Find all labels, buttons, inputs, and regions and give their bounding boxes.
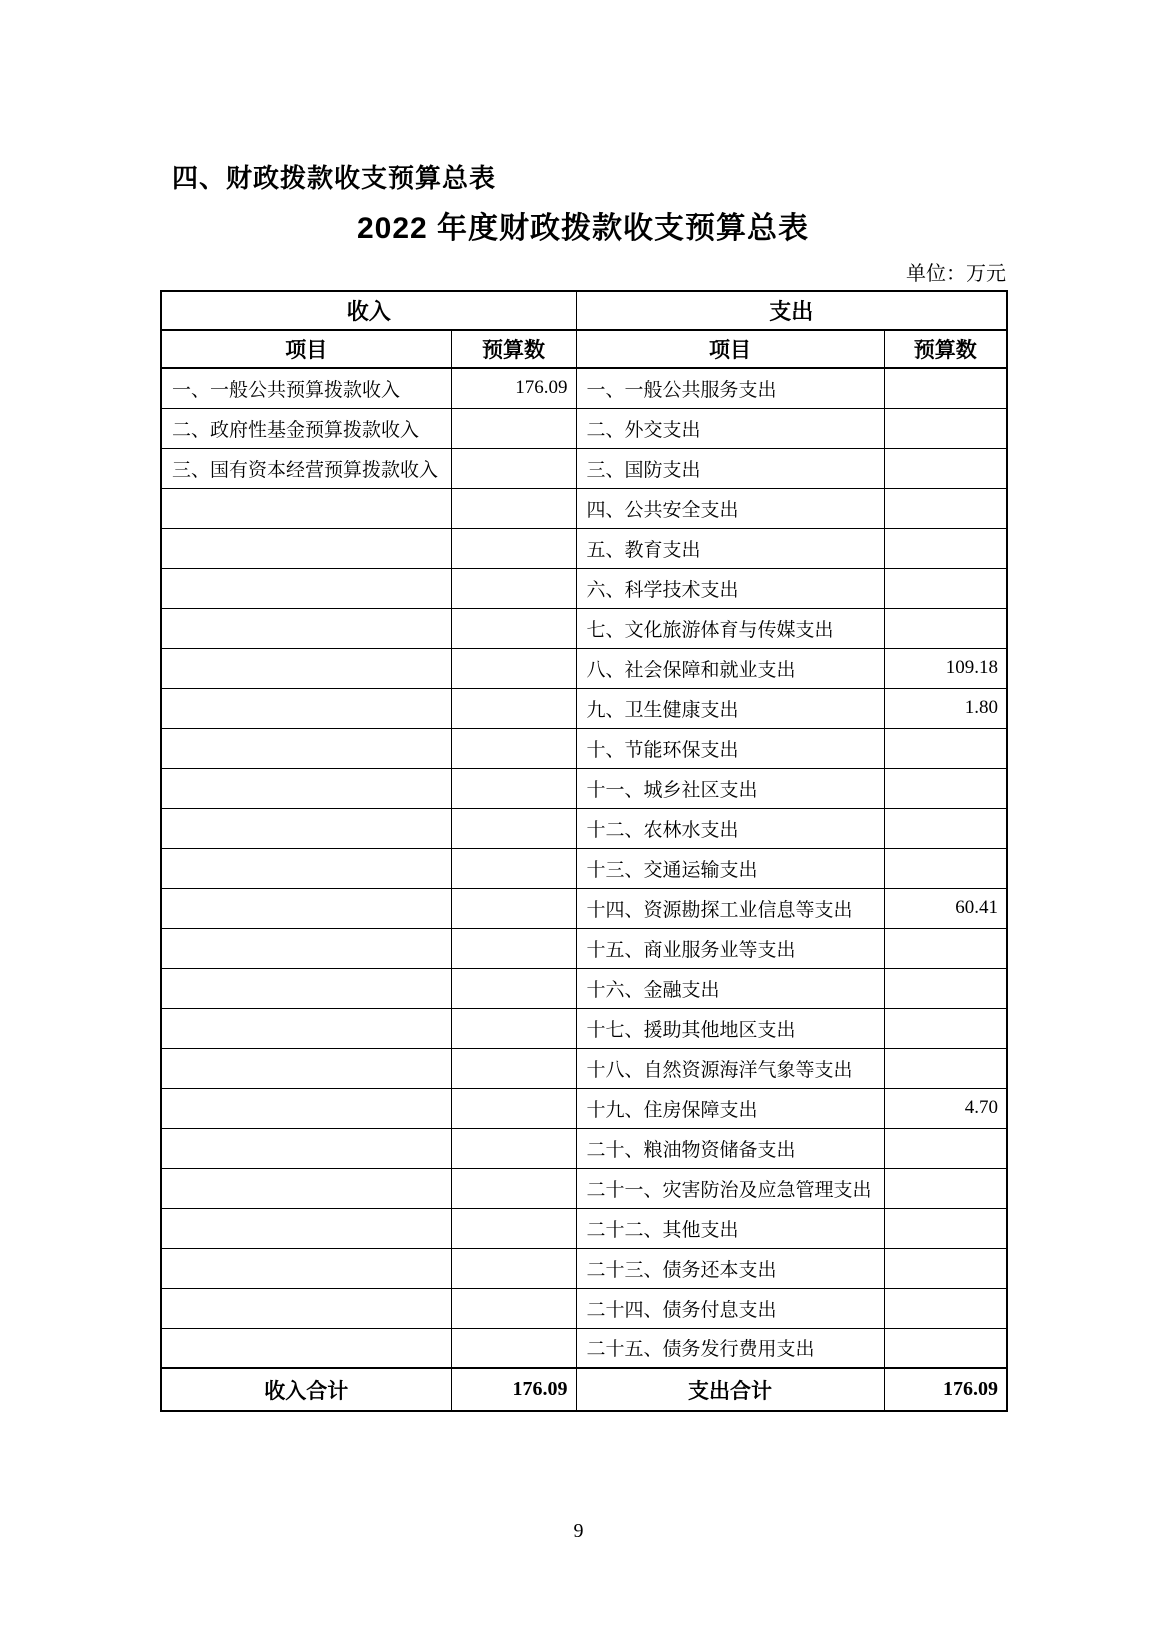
- income-item-cell: [161, 1088, 451, 1128]
- income-budget-cell: [451, 448, 576, 488]
- expense-budget-cell: [884, 528, 1007, 568]
- table-row: [161, 1048, 1007, 1088]
- expense-item-cell: 七、文化旅游体育与传媒支出: [576, 608, 884, 648]
- expense-budget-cell: [884, 1168, 1007, 1208]
- table-row: [161, 1088, 1007, 1128]
- expense-item-cell: 四、公共安全支出: [576, 488, 884, 528]
- table-row: [161, 1128, 1007, 1168]
- expense-total-label: 支出合计: [576, 1368, 884, 1411]
- expense-item-cell: 十一、城乡社区支出: [576, 768, 884, 808]
- expense-item-cell: 五、教育支出: [576, 528, 884, 568]
- expense-budget-cell: [884, 808, 1007, 848]
- income-budget-cell: [451, 568, 576, 608]
- table-row: [161, 368, 1007, 408]
- expense-item-cell: 十七、援助其他地区支出: [576, 1008, 884, 1048]
- expense-budget-cell: 109.18: [884, 648, 1007, 688]
- table-row: [161, 408, 1007, 448]
- income-item-cell: [161, 1048, 451, 1088]
- income-item-cell: [161, 1328, 451, 1368]
- expense-budget-cell: [884, 848, 1007, 888]
- income-item-cell: [161, 1248, 451, 1288]
- income-budget-cell: [451, 488, 576, 528]
- table-row: [161, 768, 1007, 808]
- expense-item-cell: 二十、粮油物资储备支出: [576, 1128, 884, 1168]
- table-row: [161, 808, 1007, 848]
- section-heading: 四、财政拨款收支预算总表: [172, 163, 497, 193]
- income-item-cell: [161, 568, 451, 608]
- expense-item-cell: 十四、资源勘探工业信息等支出: [576, 888, 884, 928]
- expense-item-cell: 十九、住房保障支出: [576, 1088, 884, 1128]
- income-budget-cell: [451, 608, 576, 648]
- expense-item-cell: 二十五、债务发行费用支出: [576, 1328, 884, 1368]
- income-total-value: 176.09: [451, 1368, 576, 1411]
- income-budget-cell: [451, 1048, 576, 1088]
- expense-item-header: 项目: [576, 330, 884, 368]
- table-row: [161, 968, 1007, 1008]
- income-budget-cell: [451, 928, 576, 968]
- page-number: 9: [573, 1520, 584, 1542]
- expense-budget-cell: [884, 1248, 1007, 1288]
- expense-item-cell: 二十三、债务还本支出: [576, 1248, 884, 1288]
- expense-budget-cell: [884, 408, 1007, 448]
- income-budget-cell: [451, 648, 576, 688]
- income-budget-cell: [451, 1008, 576, 1048]
- income-item-cell: [161, 808, 451, 848]
- expense-item-cell: 十五、商业服务业等支出: [576, 928, 884, 968]
- table-row: [161, 688, 1007, 728]
- income-item-cell: [161, 768, 451, 808]
- totals-row: [161, 1368, 1007, 1411]
- expense-budget-cell: [884, 1328, 1007, 1368]
- expense-budget-cell: [884, 968, 1007, 1008]
- income-item-cell: 一、一般公共预算拨款收入: [161, 368, 451, 408]
- income-total-label: 收入合计: [161, 1368, 451, 1411]
- table-row: [161, 928, 1007, 968]
- income-budget-cell: [451, 408, 576, 448]
- income-budget-cell: [451, 1208, 576, 1248]
- expense-item-cell: 二十一、灾害防治及应急管理支出: [576, 1168, 884, 1208]
- table-row: [161, 568, 1007, 608]
- expense-group-header: 支出: [576, 291, 1007, 330]
- expense-budget-cell: [884, 1048, 1007, 1088]
- table-row: [161, 848, 1007, 888]
- income-item-cell: [161, 688, 451, 728]
- income-item-cell: [161, 1208, 451, 1248]
- table-row: [161, 448, 1007, 488]
- table-foot: [161, 1368, 1007, 1411]
- table-row: [161, 1328, 1007, 1368]
- table-row: [161, 528, 1007, 568]
- expense-budget-cell: [884, 1128, 1007, 1168]
- expense-budget-cell: 1.80: [884, 688, 1007, 728]
- income-budget-cell: [451, 888, 576, 928]
- table-row: [161, 1288, 1007, 1328]
- expense-item-cell: 八、社会保障和就业支出: [576, 648, 884, 688]
- table-row: [161, 608, 1007, 648]
- expense-item-cell: 十八、自然资源海洋气象等支出: [576, 1048, 884, 1088]
- group-header-row: [161, 291, 1007, 330]
- income-item-cell: [161, 1128, 451, 1168]
- expense-item-cell: 二十四、债务付息支出: [576, 1288, 884, 1328]
- column-header-row: [161, 330, 1007, 368]
- expense-item-cell: 六、科学技术支出: [576, 568, 884, 608]
- income-budget-cell: [451, 1128, 576, 1168]
- income-item-cell: [161, 728, 451, 768]
- income-group-header: 收入: [161, 291, 576, 330]
- expense-budget-cell: 4.70: [884, 1088, 1007, 1128]
- table-row: [161, 488, 1007, 528]
- income-budget-cell: [451, 968, 576, 1008]
- table-head: [161, 291, 1007, 368]
- expense-budget-header: 预算数: [884, 330, 1007, 368]
- unit-note: 单位：万元: [906, 263, 1006, 285]
- table-row: [161, 1008, 1007, 1048]
- expense-budget-cell: [884, 1208, 1007, 1248]
- expense-item-cell: 十三、交通运输支出: [576, 848, 884, 888]
- income-budget-cell: [451, 808, 576, 848]
- expense-item-cell: 二十二、其他支出: [576, 1208, 884, 1248]
- income-budget-cell: [451, 688, 576, 728]
- income-item-cell: [161, 1288, 451, 1328]
- income-item-cell: [161, 1168, 451, 1208]
- income-item-cell: [161, 848, 451, 888]
- expense-item-cell: 十、节能环保支出: [576, 728, 884, 768]
- expense-item-cell: 十二、农林水支出: [576, 808, 884, 848]
- income-budget-cell: [451, 1088, 576, 1128]
- expense-budget-cell: [884, 728, 1007, 768]
- income-budget-cell: [451, 528, 576, 568]
- income-item-cell: [161, 648, 451, 688]
- income-budget-cell: 176.09: [451, 368, 576, 408]
- income-budget-cell: [451, 848, 576, 888]
- income-item-cell: [161, 1008, 451, 1048]
- expense-budget-cell: [884, 568, 1007, 608]
- table-row: [161, 1168, 1007, 1208]
- table-row: [161, 648, 1007, 688]
- expense-budget-cell: [884, 368, 1007, 408]
- income-budget-cell: [451, 1248, 576, 1288]
- expense-total-value: 176.09: [884, 1368, 1007, 1411]
- table-row: [161, 1248, 1007, 1288]
- income-item-cell: [161, 608, 451, 648]
- table-row: [161, 728, 1007, 768]
- table-body: [161, 368, 1007, 1368]
- income-item-cell: 三、国有资本经营预算拨款收入: [161, 448, 451, 488]
- income-item-cell: [161, 968, 451, 1008]
- expense-budget-cell: [884, 608, 1007, 648]
- expense-item-cell: 三、国防支出: [576, 448, 884, 488]
- expense-budget-cell: 60.41: [884, 888, 1007, 928]
- table-row: [161, 888, 1007, 928]
- expense-budget-cell: [884, 1008, 1007, 1048]
- budget-table: [160, 290, 1008, 1412]
- income-item-cell: 二、政府性基金预算拨款收入: [161, 408, 451, 448]
- income-budget-header: 预算数: [451, 330, 576, 368]
- expense-item-cell: 二、外交支出: [576, 408, 884, 448]
- income-item-cell: [161, 888, 451, 928]
- income-item-header: 项目: [161, 330, 451, 368]
- income-item-cell: [161, 488, 451, 528]
- income-budget-cell: [451, 768, 576, 808]
- expense-item-cell: 九、卫生健康支出: [576, 688, 884, 728]
- income-budget-cell: [451, 1328, 576, 1368]
- expense-budget-cell: [884, 928, 1007, 968]
- income-budget-cell: [451, 1288, 576, 1328]
- expense-item-cell: 十六、金融支出: [576, 968, 884, 1008]
- income-item-cell: [161, 528, 451, 568]
- expense-budget-cell: [884, 768, 1007, 808]
- table-title: 2022 年度财政拨款收支预算总表: [356, 212, 810, 245]
- income-budget-cell: [451, 1168, 576, 1208]
- expense-item-cell: 一、一般公共服务支出: [576, 368, 884, 408]
- expense-budget-cell: [884, 1288, 1007, 1328]
- expense-budget-cell: [884, 488, 1007, 528]
- income-budget-cell: [451, 728, 576, 768]
- income-item-cell: [161, 928, 451, 968]
- expense-budget-cell: [884, 448, 1007, 488]
- table-row: [161, 1208, 1007, 1248]
